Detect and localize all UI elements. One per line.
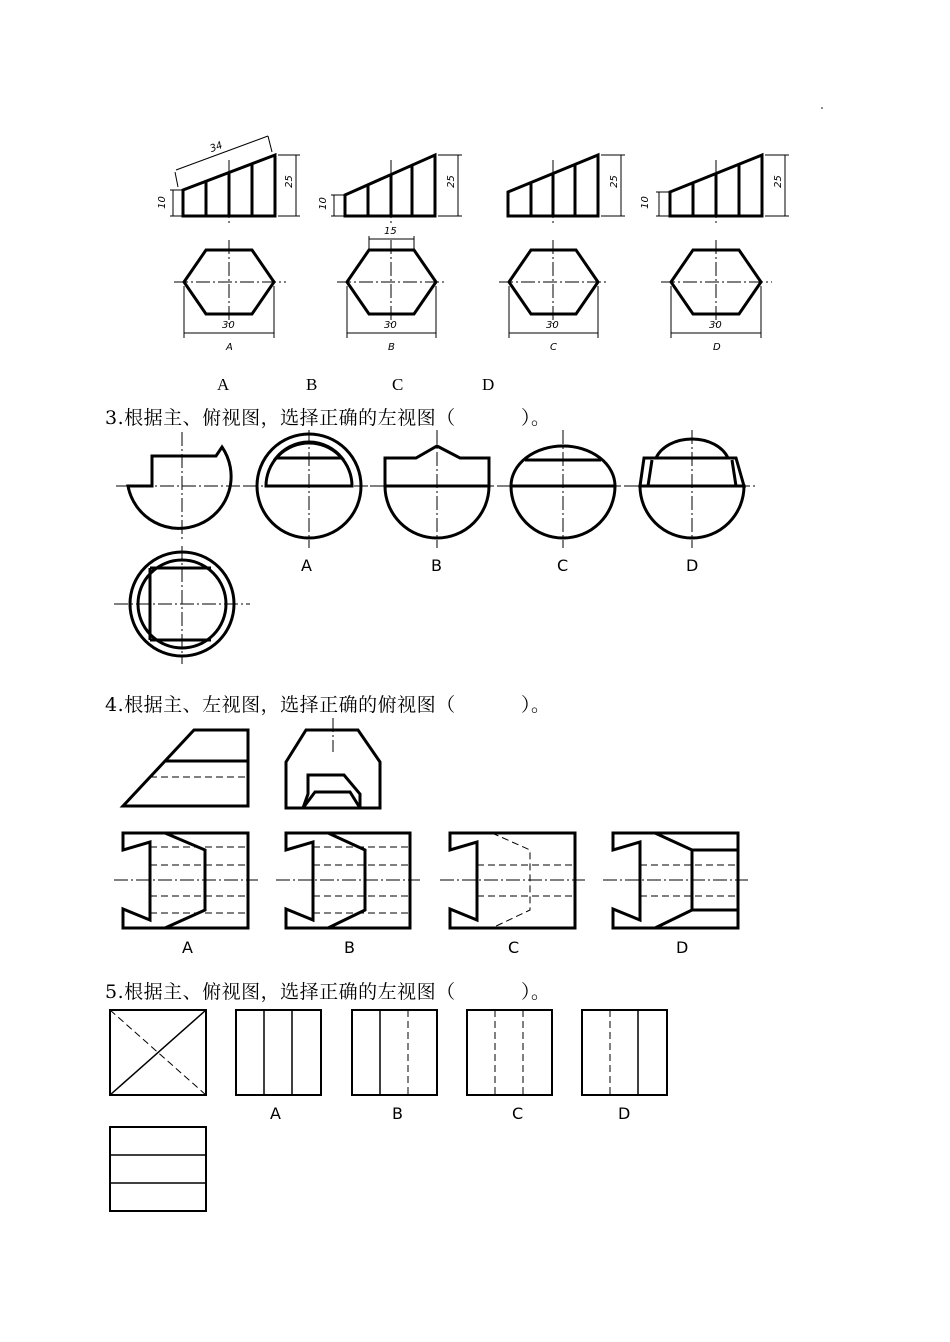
- q5-option-c[interactable]: C: [512, 1104, 524, 1123]
- q4-option-c[interactable]: C: [508, 938, 520, 957]
- q5-top-view: [110, 1127, 206, 1211]
- q3-option-c[interactable]: C: [557, 556, 569, 575]
- q2-d-dim-25: 25: [772, 175, 784, 188]
- q2-a-dim-25: 25: [283, 175, 295, 188]
- q2-option-a[interactable]: A: [217, 375, 230, 394]
- q5-option-a[interactable]: A: [270, 1104, 281, 1123]
- q2-figure-label-d: D: [713, 342, 721, 353]
- q2-a-dim-30: 30: [222, 320, 235, 331]
- q3-option-a[interactable]: A: [301, 556, 312, 575]
- q5-question-text: 5.根据主、俯视图，选择正确的左视图（ ）。: [105, 981, 551, 1003]
- q2-b-dim-30: 30: [384, 320, 397, 331]
- q5-option-a-view: [236, 1010, 321, 1095]
- q2-figure-label-c: C: [550, 342, 557, 353]
- q5-option-d[interactable]: D: [618, 1104, 631, 1123]
- q3-option-d[interactable]: D: [686, 556, 699, 575]
- q4-option-d[interactable]: D: [676, 938, 689, 957]
- q3-question-text: 3.根据主、俯视图，选择正确的左视图（ ）。: [105, 407, 551, 429]
- q5-front-view: [110, 1010, 206, 1095]
- q2-b-dim-15: 15: [384, 226, 397, 237]
- q2-d-dim-10: 10: [639, 196, 651, 209]
- q5-option-b[interactable]: B: [392, 1104, 403, 1123]
- q4-option-b[interactable]: B: [344, 938, 355, 957]
- q2-option-d[interactable]: D: [482, 375, 495, 394]
- q2-b-dim-10: 10: [317, 197, 329, 210]
- q2-option-c[interactable]: C: [392, 375, 404, 394]
- q2-figure-label-a: A: [226, 342, 233, 353]
- q3-option-b[interactable]: B: [431, 556, 442, 575]
- q2-dim-34: 34: [208, 140, 225, 155]
- q2-d-dim-30: 30: [709, 320, 722, 331]
- q5-option-b-view: [352, 1010, 437, 1095]
- q2-b-dim-25: 25: [445, 175, 457, 188]
- q5-option-d-view: [582, 1010, 667, 1095]
- q2-c-dim-25: 25: [608, 175, 620, 188]
- q4-option-a[interactable]: A: [182, 938, 193, 957]
- q2-c-dim-30: 30: [546, 320, 559, 331]
- q2-a-dim-10: 10: [156, 196, 168, 209]
- q2-figure-label-b: B: [388, 342, 395, 353]
- q4-question-text: 4.根据主、左视图，选择正确的俯视图（ ）。: [105, 694, 551, 716]
- q5-option-c-view: [467, 1010, 552, 1095]
- q2-option-b[interactable]: B: [306, 375, 318, 394]
